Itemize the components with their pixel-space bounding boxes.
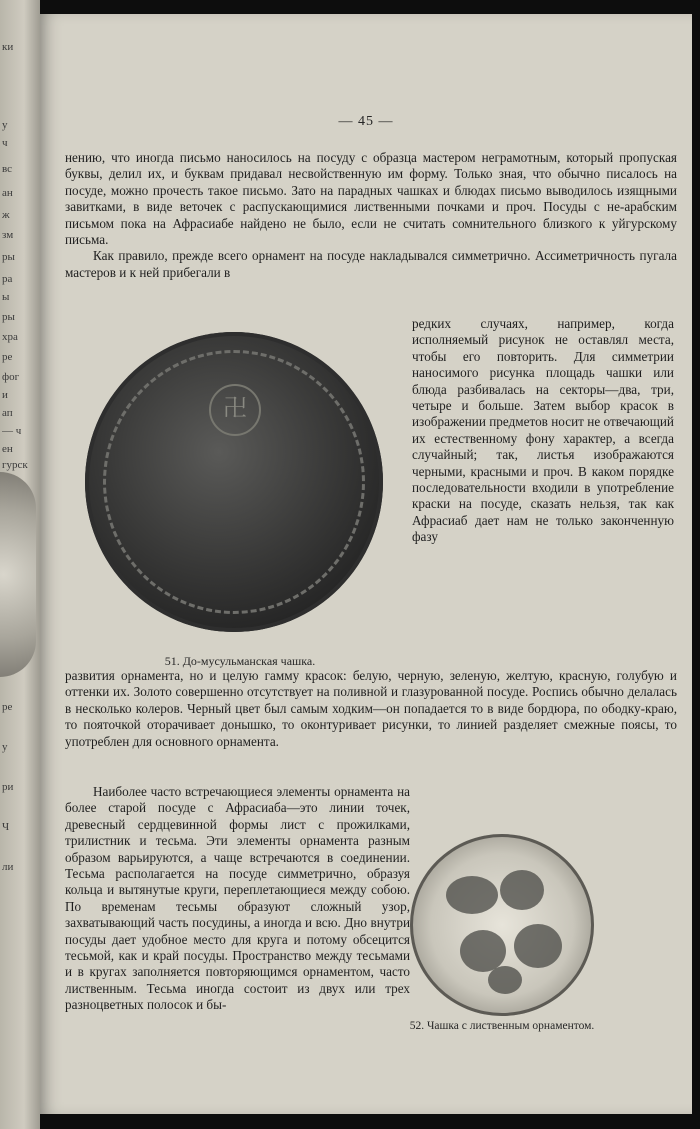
paragraph: Наиболее часто встречающиеся элементы орнамента на более старой посуде с Афрасиаба—это линии точек, древесный сердцевинной формы лист с прожилками, трилистник и тесьма. Эти элементы орнамента разным образом варьируются, а чаще встречаются в соединении. Тесьма располагается на посуде симметрично, образуя кольца и вытянутые круги, переплетающиеся между собою. По временам тесьмы образуют сложный узор, захватывающий часть посудины, а иногда и всю. Дно внутри посуды дает удобное место для круга и потому обсецится тесьмой, как и край посуды. Пространство между тесьмами и в кругах заполняется повторяющимся орнаментом, часто лиственным. Тесьма иногда состоит из двух или трех разноцветных полосок и бы-	[65, 784, 410, 1013]
figure-pre-muslim-bowl	[85, 332, 383, 632]
left-fragment: ан	[2, 187, 13, 199]
left-fragment: у	[2, 119, 8, 131]
left-fragment: ра	[2, 273, 13, 285]
left-fragment: и	[2, 389, 8, 401]
leaf-motif	[514, 924, 562, 968]
left-fragment: ен	[2, 443, 13, 455]
left-fragment: ли	[2, 861, 14, 873]
bowl-central-emblem: 卍	[209, 384, 261, 436]
left-fragment: ры	[2, 311, 15, 323]
leaf-motif	[446, 876, 498, 914]
left-fragment: ки	[2, 41, 14, 53]
top-text-block	[65, 150, 677, 281]
left-fragment: у	[2, 741, 8, 753]
left-fragment: ч	[2, 137, 8, 149]
left-fragment: хра	[2, 331, 18, 343]
figure-caption: 51. До-мусульманская чашка.	[164, 654, 316, 668]
right-column-text	[412, 316, 674, 546]
page-number: — 45 —	[338, 114, 394, 129]
leaf-motif	[488, 966, 522, 994]
left-fragment: ж	[2, 209, 10, 221]
book-page	[40, 14, 692, 1114]
left-fragment: ап	[2, 407, 13, 419]
paragraph: редких случаях, например, когда исполняемый рисунок не оставлял места, чтобы его повторить. Для симметрии наносимого рисунка площадь чашки или блюда разбивалась на секторы—два, три, четыре и больше. Затем выбор красок в изображении предметов носит не отвечающий их естественному фону характер, а всегда случайный; так, листья изображаются черными, красными и проч. В каком порядке последовательности входили в употребление краски на посуде, сказать нельзя, так как Афрасиаб дает нам не только законченную фазу	[412, 316, 674, 545]
left-fragment: ры	[2, 251, 15, 263]
left-fragment: фог	[2, 371, 20, 383]
paragraph: Как правило, прежде всего орнамент на посуде накладывался симметрично. Ассиметричность пугала мастеров и к ней прибегали в	[65, 248, 677, 280]
paragraph: развития орнамента, но и целую гамму красок: белую, черную, зеленую, желтую, красную, голубую и оттенки их. Золото совершенно отсутствует на поливной и глазурованной посуде. Роспись обычно делалась в несколько колеров. Черный цвет был самым ходким—он попадается то в виде бордюра, по ободку-краю, то пояточкой оторачивает донышко, то оконтуривает рисунки, то линией разделяет смежные поясы, то употреблен для основного орнамента.	[65, 668, 677, 749]
middle-text-block	[65, 668, 677, 750]
left-fragment: ы	[2, 291, 10, 303]
figure-caption: 52. Чашка с лиственным орнаментом.	[409, 1020, 595, 1032]
left-fragment: гурск	[2, 459, 28, 471]
paragraph: нению, что иногда письмо наносилось на посуду с образца мастером неграмотным, который пропуская буквы, делил их, и буквам придавал несвойственную им форму. Только зная, что обычно писалось на посуде, можно прочесть такое письмо. Зато на парадных чашках и блюдах письмо выводилось изящными завитками, в виде веточек с распускающимися лиственными почками и проч. Посуды с не-арабским письмом пока на Афрасиабе найдено не было, если не считать сомнительного близкого к уйгурскому письма.	[65, 150, 677, 248]
left-fragment: зм	[2, 229, 14, 241]
left-fragment: ре	[2, 701, 13, 713]
adjacent-figure-thumbnail	[0, 472, 36, 677]
leaf-motif	[500, 870, 544, 910]
left-column-text	[65, 784, 410, 1014]
left-fragment: ри	[2, 781, 14, 793]
left-fragment: — ч	[2, 425, 22, 437]
left-fragment: Ч	[2, 821, 10, 833]
figure-leaf-ornament-bowl	[410, 834, 594, 1016]
adjacent-page-edge	[0, 0, 40, 1129]
left-fragment: ре	[2, 351, 13, 363]
left-fragment: вс	[2, 163, 13, 175]
